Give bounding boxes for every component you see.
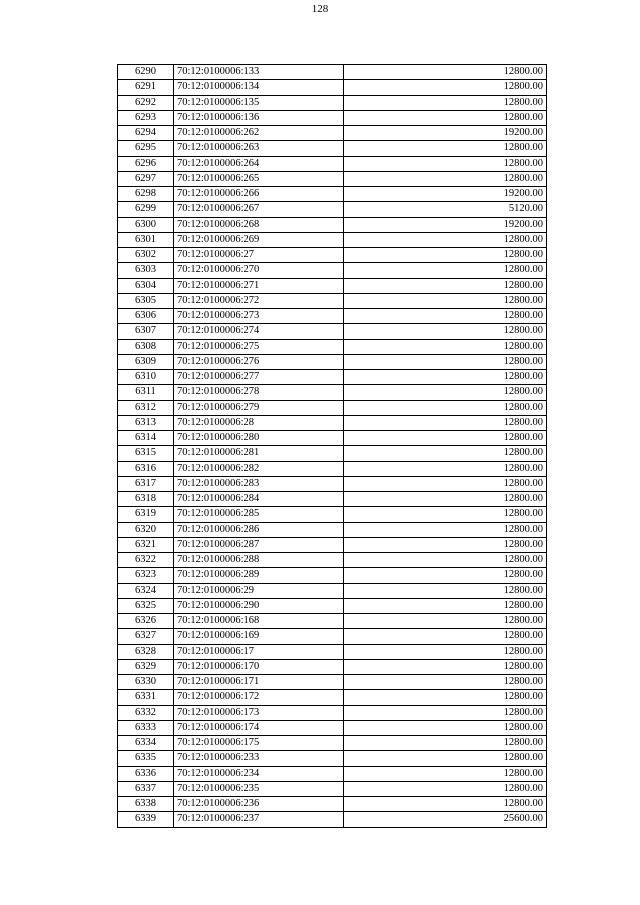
value-cell: 19200.00 — [344, 217, 547, 232]
value-cell: 12800.00 — [344, 415, 547, 430]
row-number-cell: 6311 — [118, 385, 174, 400]
table-row — [118, 766, 547, 781]
row-number-cell: 6310 — [118, 370, 174, 385]
value-cell: 12800.00 — [344, 324, 547, 339]
row-number-cell: 6332 — [118, 705, 174, 720]
table-row — [118, 263, 547, 278]
cadastral-number-cell: 70:12:0100006:133 — [174, 65, 344, 80]
value-cell: 12800.00 — [344, 476, 547, 491]
value-cell: 12800.00 — [344, 537, 547, 552]
table-row — [118, 629, 547, 644]
cadastral-number-cell: 70:12:0100006:135 — [174, 95, 344, 110]
row-number-cell: 6309 — [118, 354, 174, 369]
value-cell: 5120.00 — [344, 202, 547, 217]
value-cell: 12800.00 — [344, 400, 547, 415]
cadastral-number-cell: 70:12:0100006:265 — [174, 171, 344, 186]
cadastral-number-cell: 70:12:0100006:234 — [174, 766, 344, 781]
cadastral-number-cell: 70:12:0100006:172 — [174, 690, 344, 705]
cadastral-number-cell: 70:12:0100006:235 — [174, 781, 344, 796]
row-number-cell: 6301 — [118, 232, 174, 247]
cadastral-number-cell: 70:12:0100006:289 — [174, 568, 344, 583]
table-row — [118, 812, 547, 827]
value-cell: 12800.00 — [344, 263, 547, 278]
row-number-cell: 6318 — [118, 492, 174, 507]
cadastral-number-cell: 70:12:0100006:136 — [174, 110, 344, 125]
table-row — [118, 65, 547, 80]
value-cell: 12800.00 — [344, 80, 547, 95]
row-number-cell: 6300 — [118, 217, 174, 232]
table-row — [118, 232, 547, 247]
value-cell: 12800.00 — [344, 446, 547, 461]
table-row — [118, 156, 547, 171]
row-number-cell: 6316 — [118, 461, 174, 476]
cadastral-number-cell: 70:12:0100006:276 — [174, 354, 344, 369]
cadastral-number-cell: 70:12:0100006:273 — [174, 309, 344, 324]
row-number-cell: 6290 — [118, 65, 174, 80]
row-number-cell: 6292 — [118, 95, 174, 110]
table-row — [118, 324, 547, 339]
value-cell: 12800.00 — [344, 95, 547, 110]
value-cell: 12800.00 — [344, 598, 547, 613]
table-row — [118, 736, 547, 751]
row-number-cell: 6304 — [118, 278, 174, 293]
row-number-cell: 6296 — [118, 156, 174, 171]
table-row — [118, 354, 547, 369]
value-cell: 25600.00 — [344, 812, 547, 827]
row-number-cell: 6331 — [118, 690, 174, 705]
cadastral-number-cell: 70:12:0100006:267 — [174, 202, 344, 217]
value-cell: 12800.00 — [344, 171, 547, 186]
cadastral-number-cell: 70:12:0100006:285 — [174, 507, 344, 522]
table-row — [118, 171, 547, 186]
row-number-cell: 6320 — [118, 522, 174, 537]
table-row — [118, 415, 547, 430]
value-cell: 12800.00 — [344, 65, 547, 80]
table-row — [118, 522, 547, 537]
value-cell: 12800.00 — [344, 278, 547, 293]
row-number-cell: 6333 — [118, 720, 174, 735]
cadastral-number-cell: 70:12:0100006:237 — [174, 812, 344, 827]
cadastral-number-cell: 70:12:0100006:233 — [174, 751, 344, 766]
value-cell: 12800.00 — [344, 644, 547, 659]
table-row — [118, 553, 547, 568]
cadastral-number-cell: 70:12:0100006:268 — [174, 217, 344, 232]
cadastral-number-cell: 70:12:0100006:286 — [174, 522, 344, 537]
cadastral-number-cell: 70:12:0100006:274 — [174, 324, 344, 339]
table-row — [118, 202, 547, 217]
value-cell: 12800.00 — [344, 248, 547, 263]
value-cell: 12800.00 — [344, 659, 547, 674]
row-number-cell: 6338 — [118, 797, 174, 812]
value-cell: 12800.00 — [344, 568, 547, 583]
table-row — [118, 217, 547, 232]
row-number-cell: 6313 — [118, 415, 174, 430]
row-number-cell: 6335 — [118, 751, 174, 766]
cadastral-number-cell: 70:12:0100006:287 — [174, 537, 344, 552]
cadastral-number-cell: 70:12:0100006:278 — [174, 385, 344, 400]
table-row — [118, 446, 547, 461]
value-cell: 12800.00 — [344, 736, 547, 751]
cadastral-number-cell: 70:12:0100006:263 — [174, 141, 344, 156]
cadastral-number-cell: 70:12:0100006:279 — [174, 400, 344, 415]
value-cell: 12800.00 — [344, 781, 547, 796]
cadastral-number-cell: 70:12:0100006:262 — [174, 126, 344, 141]
row-number-cell: 6315 — [118, 446, 174, 461]
cadastral-number-cell: 70:12:0100006:174 — [174, 720, 344, 735]
table-body — [118, 65, 547, 828]
row-number-cell: 6305 — [118, 293, 174, 308]
value-cell: 12800.00 — [344, 614, 547, 629]
table-row — [118, 659, 547, 674]
row-number-cell: 6322 — [118, 553, 174, 568]
cadastral-number-cell: 70:12:0100006:284 — [174, 492, 344, 507]
value-cell: 12800.00 — [344, 522, 547, 537]
cadastral-number-cell: 70:12:0100006:275 — [174, 339, 344, 354]
value-cell: 12800.00 — [344, 797, 547, 812]
table-row — [118, 644, 547, 659]
cadastral-number-cell: 70:12:0100006:264 — [174, 156, 344, 171]
value-cell: 12800.00 — [344, 385, 547, 400]
value-cell: 12800.00 — [344, 583, 547, 598]
value-cell: 12800.00 — [344, 507, 547, 522]
cadastral-number-cell: 70:12:0100006:173 — [174, 705, 344, 720]
table-row — [118, 675, 547, 690]
value-cell: 12800.00 — [344, 705, 547, 720]
cadastral-number-cell: 70:12:0100006:271 — [174, 278, 344, 293]
cadastral-number-cell: 70:12:0100006:272 — [174, 293, 344, 308]
table-row — [118, 568, 547, 583]
cadastral-number-cell: 70:12:0100006:280 — [174, 431, 344, 446]
cadastral-number-cell: 70:12:0100006:169 — [174, 629, 344, 644]
cadastral-number-cell: 70:12:0100006:27 — [174, 248, 344, 263]
value-cell: 12800.00 — [344, 461, 547, 476]
table-row — [118, 110, 547, 125]
row-number-cell: 6314 — [118, 431, 174, 446]
table-row — [118, 583, 547, 598]
row-number-cell: 6312 — [118, 400, 174, 415]
value-cell: 12800.00 — [344, 431, 547, 446]
value-cell: 12800.00 — [344, 690, 547, 705]
value-cell: 12800.00 — [344, 141, 547, 156]
row-number-cell: 6302 — [118, 248, 174, 263]
value-cell: 12800.00 — [344, 751, 547, 766]
table-row — [118, 370, 547, 385]
row-number-cell: 6324 — [118, 583, 174, 598]
value-cell: 12800.00 — [344, 110, 547, 125]
cadastral-number-cell: 70:12:0100006:29 — [174, 583, 344, 598]
value-cell: 12800.00 — [344, 629, 547, 644]
cadastral-number-cell: 70:12:0100006:175 — [174, 736, 344, 751]
value-cell: 12800.00 — [344, 553, 547, 568]
row-number-cell: 6326 — [118, 614, 174, 629]
cadastral-number-cell: 70:12:0100006:269 — [174, 232, 344, 247]
row-number-cell: 6307 — [118, 324, 174, 339]
table-row — [118, 705, 547, 720]
table-row — [118, 95, 547, 110]
table-row — [118, 278, 547, 293]
table-row — [118, 385, 547, 400]
table-row — [118, 80, 547, 95]
cadastral-number-cell: 70:12:0100006:170 — [174, 659, 344, 674]
value-cell: 12800.00 — [344, 354, 547, 369]
value-cell: 12800.00 — [344, 720, 547, 735]
value-cell: 12800.00 — [344, 766, 547, 781]
row-number-cell: 6323 — [118, 568, 174, 583]
table-row — [118, 537, 547, 552]
row-number-cell: 6329 — [118, 659, 174, 674]
value-cell: 19200.00 — [344, 187, 547, 202]
table-row — [118, 492, 547, 507]
table-row — [118, 476, 547, 491]
row-number-cell: 6339 — [118, 812, 174, 827]
cadastral-number-cell: 70:12:0100006:288 — [174, 553, 344, 568]
value-cell: 12800.00 — [344, 370, 547, 385]
table-row — [118, 187, 547, 202]
row-number-cell: 6319 — [118, 507, 174, 522]
row-number-cell: 6330 — [118, 675, 174, 690]
cadastral-number-cell: 70:12:0100006:28 — [174, 415, 344, 430]
cadastral-number-cell: 70:12:0100006:236 — [174, 797, 344, 812]
value-cell: 12800.00 — [344, 339, 547, 354]
table-row — [118, 309, 547, 324]
table-row — [118, 339, 547, 354]
row-number-cell: 6328 — [118, 644, 174, 659]
row-number-cell: 6291 — [118, 80, 174, 95]
row-number-cell: 6336 — [118, 766, 174, 781]
row-number-cell: 6334 — [118, 736, 174, 751]
table-row — [118, 400, 547, 415]
row-number-cell: 6325 — [118, 598, 174, 613]
table-row — [118, 690, 547, 705]
data-table — [117, 64, 547, 828]
row-number-cell: 6293 — [118, 110, 174, 125]
row-number-cell: 6306 — [118, 309, 174, 324]
table-row — [118, 507, 547, 522]
table-row — [118, 248, 547, 263]
cadastral-number-cell: 70:12:0100006:134 — [174, 80, 344, 95]
cadastral-number-cell: 70:12:0100006:171 — [174, 675, 344, 690]
cadastral-number-cell: 70:12:0100006:270 — [174, 263, 344, 278]
cadastral-number-cell: 70:12:0100006:168 — [174, 614, 344, 629]
cadastral-number-cell: 70:12:0100006:281 — [174, 446, 344, 461]
row-number-cell: 6294 — [118, 126, 174, 141]
table-row — [118, 461, 547, 476]
cadastral-number-cell: 70:12:0100006:282 — [174, 461, 344, 476]
value-cell: 12800.00 — [344, 232, 547, 247]
row-number-cell: 6298 — [118, 187, 174, 202]
table-row — [118, 781, 547, 796]
row-number-cell: 6297 — [118, 171, 174, 186]
row-number-cell: 6295 — [118, 141, 174, 156]
row-number-cell: 6303 — [118, 263, 174, 278]
row-number-cell: 6299 — [118, 202, 174, 217]
table-row — [118, 720, 547, 735]
row-number-cell: 6308 — [118, 339, 174, 354]
cadastral-number-cell: 70:12:0100006:283 — [174, 476, 344, 491]
row-number-cell: 6337 — [118, 781, 174, 796]
cadastral-number-cell: 70:12:0100006:266 — [174, 187, 344, 202]
table-row — [118, 797, 547, 812]
table-row — [118, 598, 547, 613]
row-number-cell: 6321 — [118, 537, 174, 552]
value-cell: 12800.00 — [344, 156, 547, 171]
value-cell: 19200.00 — [344, 126, 547, 141]
table-row — [118, 293, 547, 308]
value-cell: 12800.00 — [344, 293, 547, 308]
table-row — [118, 126, 547, 141]
cadastral-number-cell: 70:12:0100006:17 — [174, 644, 344, 659]
table-row — [118, 614, 547, 629]
table-row — [118, 141, 547, 156]
page-number: 128 — [311, 3, 329, 15]
value-cell: 12800.00 — [344, 675, 547, 690]
cadastral-number-cell: 70:12:0100006:290 — [174, 598, 344, 613]
table-row — [118, 751, 547, 766]
row-number-cell: 6327 — [118, 629, 174, 644]
row-number-cell: 6317 — [118, 476, 174, 491]
cadastral-number-cell: 70:12:0100006:277 — [174, 370, 344, 385]
value-cell: 12800.00 — [344, 492, 547, 507]
value-cell: 12800.00 — [344, 309, 547, 324]
table-row — [118, 431, 547, 446]
